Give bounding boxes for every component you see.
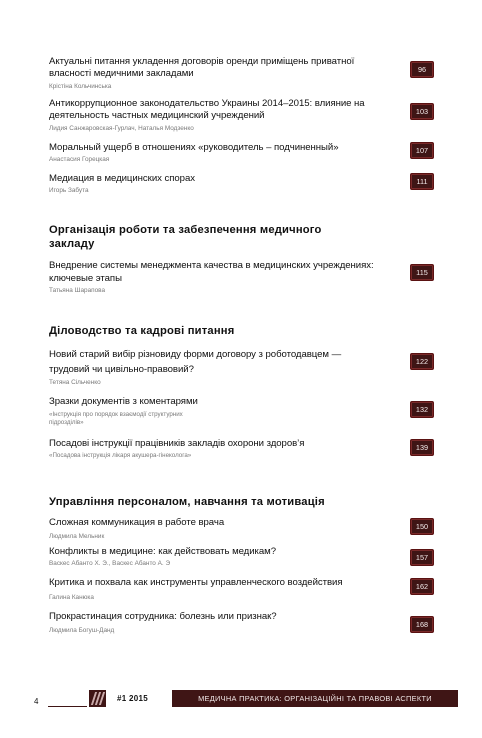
page-number-badge[interactable]: 132 bbox=[410, 401, 434, 418]
section-heading: Організація роботи та забезпечення медичного закладу bbox=[49, 224, 322, 251]
entry-note: «Посадова інструкція лікаря акушера-гінеколога» bbox=[49, 452, 192, 460]
page-number-badge[interactable]: 115 bbox=[410, 264, 434, 281]
entry-author: Татьяна Шарапова bbox=[49, 287, 106, 295]
page-number-badge[interactable]: 162 bbox=[410, 578, 434, 595]
page-number-badge[interactable]: 107 bbox=[410, 142, 434, 159]
entry-author: Людмила Богуш-Данд bbox=[49, 627, 115, 635]
entry-author: Игорь Забута bbox=[49, 187, 89, 195]
footer-issue: #1 2015 bbox=[117, 694, 149, 703]
toc-entry[interactable] bbox=[49, 347, 434, 387]
page-number-badge[interactable]: 103 bbox=[410, 103, 434, 120]
entry-title: Конфликты в медицине: как действовать медикам? bbox=[49, 546, 277, 558]
toc-entry[interactable] bbox=[49, 98, 434, 133]
journal-logo-icon bbox=[89, 690, 106, 707]
entry-title: Сложная коммуникация в работе врача bbox=[49, 516, 225, 528]
footer-page-number: 4 bbox=[34, 697, 39, 706]
toc-entry[interactable] bbox=[49, 260, 434, 295]
page-number-badge[interactable]: 139 bbox=[410, 439, 434, 456]
toc-entry[interactable] bbox=[49, 396, 434, 427]
toc-entry[interactable] bbox=[49, 173, 434, 195]
page-number-badge[interactable]: 150 bbox=[410, 518, 434, 535]
entry-author: Анастасия Горецкая bbox=[49, 156, 110, 164]
page-number-badge[interactable]: 96 bbox=[410, 61, 434, 78]
entry-title: Внедрение системы менеджмента качества в медицинских учреждениях: ключевые этапы bbox=[49, 260, 374, 284]
section-heading: Діловодство та кадрові питання bbox=[49, 325, 235, 338]
toc-entry[interactable] bbox=[49, 142, 434, 164]
entry-author: Тетяна Сільченко bbox=[49, 379, 101, 387]
entry-author: Васкес Абанто Х. Э., Васкес Абанто А. Э bbox=[49, 560, 171, 568]
entry-author: Галина Канюка bbox=[49, 593, 94, 601]
entry-title: Актуальні питання укладення договорів оренди приміщень приватної власності медичними закладами bbox=[49, 56, 355, 80]
entry-author: Крістіна Кольчинська bbox=[49, 82, 112, 90]
entry-title: Критика и похвала как инструменты управленческого воздействия bbox=[49, 577, 343, 589]
toc-entry[interactable] bbox=[49, 546, 434, 568]
entry-title: Моральный ущерб в отношениях «руководитель – подчиненный» bbox=[49, 141, 339, 153]
section-heading: Управління персоналом, навчання та мотивація bbox=[49, 495, 325, 508]
page-number-badge[interactable]: 122 bbox=[410, 353, 434, 370]
toc-entry[interactable] bbox=[49, 517, 434, 541]
entry-title: Новий старий вибір різновиду форми договору з роботодавцем — трудовий чи цивільно-правовий? bbox=[49, 349, 342, 376]
entry-title: Медиация в медицинских спорах bbox=[49, 173, 195, 185]
toc-entry[interactable] bbox=[49, 577, 434, 601]
toc-entry[interactable] bbox=[49, 438, 434, 461]
page-number-badge[interactable]: 157 bbox=[410, 549, 434, 566]
entry-author: Людмила Мельник bbox=[49, 533, 105, 541]
page-number-badge[interactable]: 111 bbox=[410, 173, 434, 190]
table-of-contents bbox=[49, 56, 434, 635]
entry-note: «Інструкція про порядок взаємодії структурних підрозділів» bbox=[49, 410, 183, 426]
footer-journal-title: МЕДИЧНА ПРАКТИКА: ОРГАНІЗАЦІЙНІ ТА ПРАВОВІ АСПЕКТИ bbox=[172, 690, 458, 707]
entry-title: Посадові інструкції працівників закладів охорони здоров’я bbox=[49, 438, 305, 450]
toc-entry[interactable] bbox=[49, 611, 434, 635]
footer-divider bbox=[48, 706, 87, 707]
page-number-badge[interactable]: 168 bbox=[410, 616, 434, 633]
toc-entry[interactable] bbox=[49, 56, 434, 91]
entry-title: Антикоррупционное законодательство Украины 2014–2015: влияние на деятельность частных медицинский учреждений bbox=[49, 97, 365, 122]
entry-author: Лидия Санжаровская-Гурлач, Наталья Модзенко bbox=[49, 124, 194, 132]
entry-title: Прокрастинация сотрудника: болезнь или признак? bbox=[49, 610, 277, 622]
entry-title: Зразки документів з коментарями bbox=[49, 396, 198, 408]
